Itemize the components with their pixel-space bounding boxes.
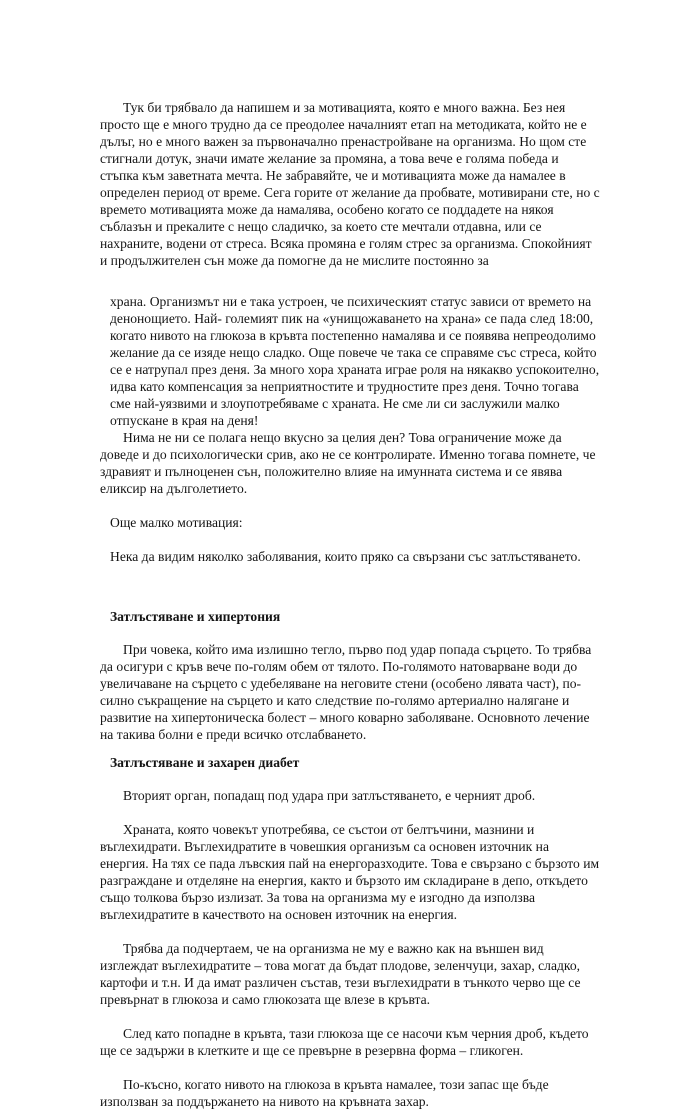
diabetes-paragraph-glucose: Трябва да подчертаем, че на организма не му е важно как на външен вид изглеждат въглехидратите – това могат да бъдат плодове, зеленчуци, захар, сладко, картофи и т.н. И да имат различен състав, тези въглехидрати в тънкото черво ще се превърнат в глюкоза и само глюкозата ще влезе в кръвта.	[100, 941, 581, 1007]
intro-paragraph-sleep: Нима не ни се полага нещо вкусно за целия ден? Това ограничение може да доведе и до психологически срив, ако не се контролирате. Именно тогава помнете, че здравият и пълноценен сън, положително влияе на имунната система и се явява еликсир на дълголетието.	[100, 430, 596, 496]
diabetes-paragraph-glycogen: След като попадне в кръвта, тази глюкоза ще се насочи към черния дроб, където ще се задържи в клетките и ще се превърне в резервна форма – гликоген.	[100, 1026, 589, 1058]
motivation-note: Още малко мотивация:	[110, 515, 243, 530]
intro-paragraph-food-rhythm: храна. Организмът ни е така устроен, че психическият статус зависи от времето на денонощието. Най- големият пик на «унищожаването на храна» се пада след 18:00, когато нивото на глюкоза в кръвта постепенно намалява и се появява непреодолимо желание да се изяде нещо сладко. Още повече че така се справяме със стреса, който се е натрупал през деня. За много хора храната играе роля на някакво успокоително, идва като компенсация за неприятностите и трудностите през деня. Точно тогава сме най-уязвими и злоупотребяваме с храната. Не сме ли си заслужили малко отпускане в края на деня!	[110, 294, 600, 428]
diseases-intro: Нека да видим няколко заболявания, които пряко са свързани със затлъстяването.	[110, 549, 581, 564]
hypertension-paragraph: При човека, който има излишно тегло, първо под удар попада сърцето. То трябва да осигури с кръв вече по-голям обем от тялото. По-голямото натоварване води до увеличаване на сърцето с удебеляване на неговите стени (особено лявата част), по-силно съкращение на сърцето и като следствие по-голямо артериално налягане и развитие на хипертоническа болест – много коварно заболяване. Основното лечение на такива болни е преди всичко отслабването.	[100, 642, 592, 742]
section-heading-hypertension: Затлъстяване и хипертония	[110, 609, 281, 624]
section-heading-diabetes: Затлъстяване и захарен диабет	[110, 755, 300, 770]
intro-paragraph-motivation: Тук би трябвало да напишем и за мотивацията, която е много важна. Без нея просто ще е много трудно да се преодолее началният етап на методиката, който не е дълъг, но е много важен за първоначално пренастройване на организма. Но щом сте стигнали дотук, значи имате желание за промяна, а това вече е голяма победа и стъпка към заветната мечта. Не забравяйте, че и мотивацията може да намалее в определен период от време. Сега горите от желание да пробвате, мотивирани сте, но с времето мотивацията може да намалява, особено когато се поддадете на някоя съблазън и прекалите с нещо сладичко, за което сте мечтали отдавна, или се нахраните, водени от стреса. Всяка промяна е голям стрес за организма. Спокойният и продължителен сън може да помогне да не мислите постоянно за	[100, 100, 600, 268]
diabetes-paragraph-liver: Вторият орган, попадащ под удара при затлъстяването, е черният дроб.	[123, 788, 536, 803]
diabetes-paragraph-carbohydrates: Храната, която човекът употребява, се състои от белтъчини, мазнини и въглехидрати. Въглехидратите в човешкия организъм са основен източник на енергия. На тях се пада лъвския пай на енергоразходите. Това е свързано с бързото им разграждане и отделяне на енергия, както и бързото им складиране в депо, откъдето също толкова бързо излизат. За това на организма му е изгодно да използва въглехидратите в качеството на основен източник на енергия.	[100, 822, 600, 922]
diabetes-paragraph-reserve: По-късно, когато нивото на глюкоза в кръвта намалее, този запас ще бъде използван за поддържането на нивото на кръвната захар.	[100, 1077, 549, 1109]
